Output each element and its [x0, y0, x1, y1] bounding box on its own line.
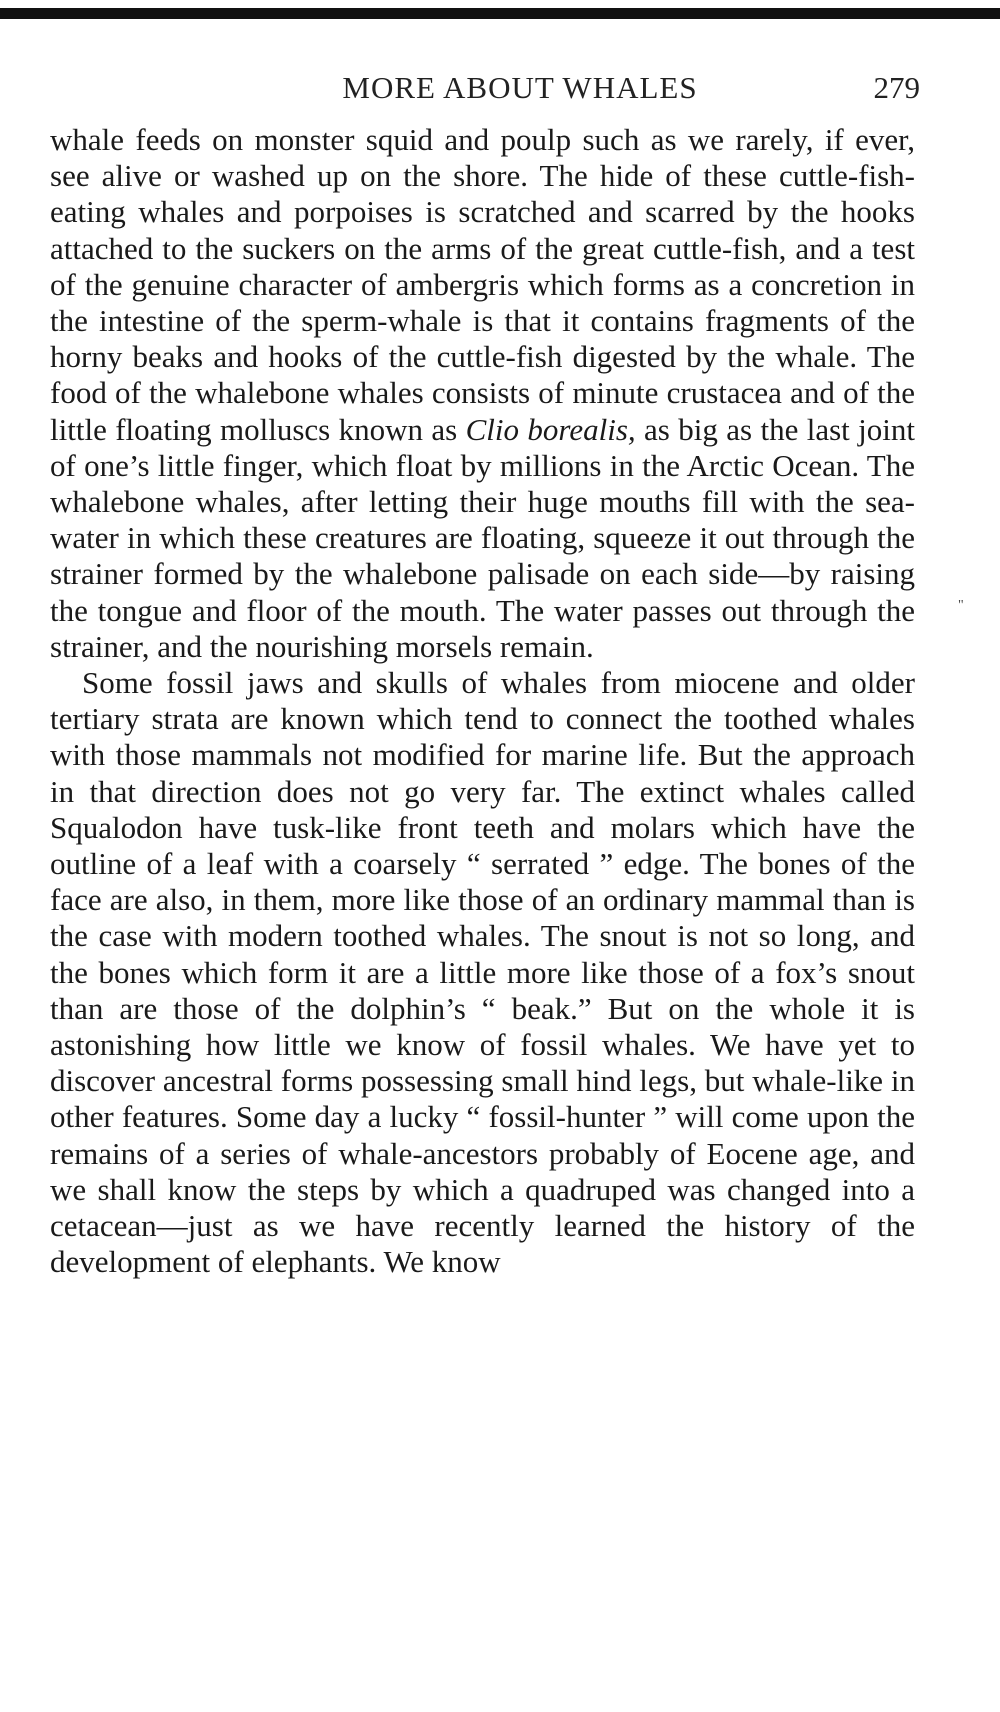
page-number: 279: [873, 70, 920, 105]
margin-mark: ": [958, 598, 964, 613]
top-border-rule: [0, 8, 1000, 19]
paragraph-2: Some fossil jaws and skulls of whales from miocene and older tertiary strata are known which tend to connect the toothed whales with those mammals not modified for marine life. But the approach in that direction does not go very far. The extinct whales called Squalodon have tusk-like front teeth and molars which have the outline of a leaf with a coarsely “ serrated ” edge. The bones of the face are also, in them, more like those of an ordinary mammal than is the case with modern toothed whales. The snout is not so long, and the bones which form it are a little more like those of a fox’s snout than are those of the dolphin’s “ beak.” But on the whole it is astonishing how little we know of fossil whales. We have yet to discover ancestral forms possessing small hind legs, but whale-like in other features. Some day a lucky “ fossil-hunter ” will come upon the remains of a series of whale-ancestors probably of Eocene age, and we shall know the steps by which a quadruped was changed into a cetacean—just as we have recently learned the history of the development of elephants. We know: [50, 665, 915, 1280]
paragraph-1-text: whale feeds on monster squid and poulp such as we rarely, if ever, see alive or washed up on the shore. The hide of these cuttle-fish-eating whales and porpoises is scratched and scarred by the hooks attached to the suckers on the arms of the great cuttle-fish, and a test of the genuine character of ambergris which forms as a concretion in the intestine of the sperm-whale is that it contains fragments of the horny beaks and hooks of the cuttle-fish digested by the whale. The food of the whalebone whales consists of minute crustacea and of the little floating molluscs known as: [50, 122, 915, 447]
species-name: Clio borealis,: [465, 411, 636, 447]
paragraph-1-text-cont: as big as the last joint of one’s little finger, which float by millions in the Arctic Ocean. The whalebone whales, after letting their huge mouths fill with the sea-water in which these creatures are floating, squeeze it out through the strainer formed by the whalebone palisade on each side—by raising the tongue and floor of the mouth. The water passes out through the strainer, and the nourishing morsels remain.: [50, 411, 915, 664]
running-title: MORE ABOUT WHALES: [342, 70, 698, 105]
body-text: [50, 122, 915, 1281]
page-header: [50, 70, 920, 110]
paragraph-1: [50, 122, 915, 665]
